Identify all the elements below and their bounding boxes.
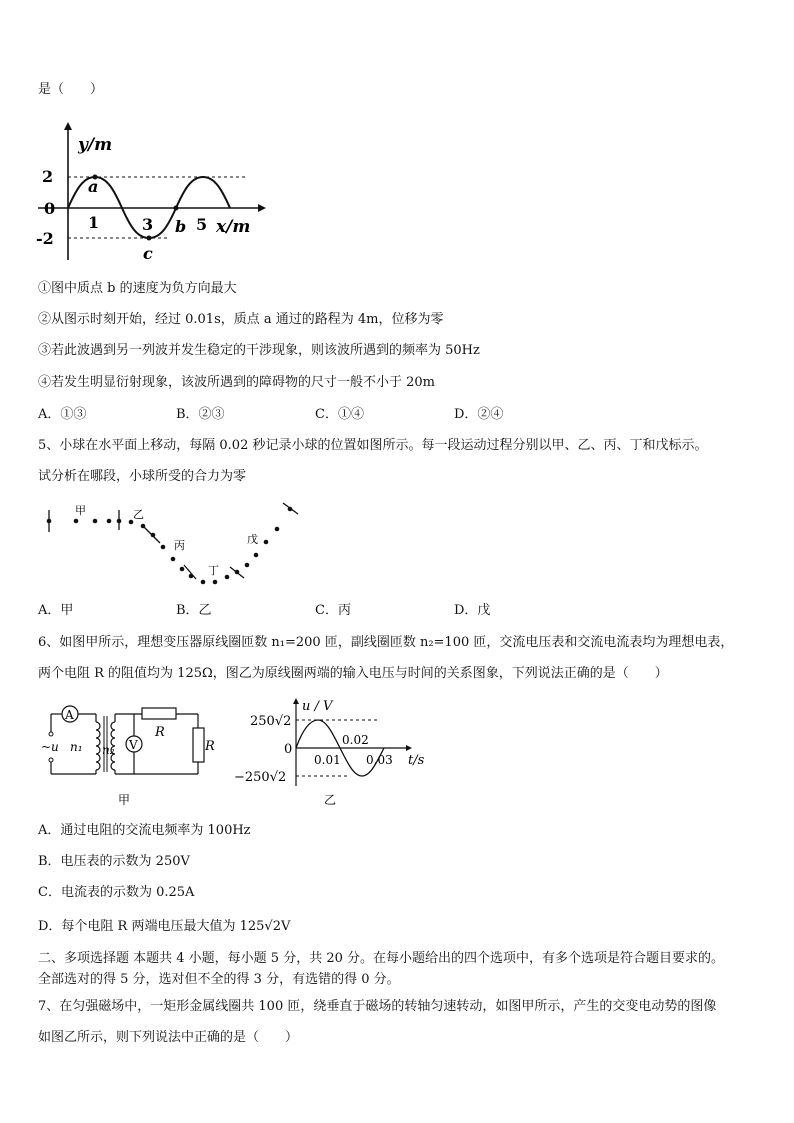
label-bing: 丙 — [174, 539, 185, 552]
y-tick-2: 2 — [42, 167, 54, 186]
q5-option-c: C．丙 — [315, 603, 351, 618]
point-c — [147, 236, 152, 241]
x-axis-arrow — [258, 204, 266, 212]
trajectory-figure — [40, 498, 310, 593]
q4-statement-2: ②从图示时刻开始，经过 0.01s，质点 a 通过的路程为 4m，位移为零 — [38, 312, 444, 327]
ammeter-label: A — [65, 708, 74, 722]
q7-stem-line2: 如图乙所示，则下列说法中正确的是（ ） — [38, 1030, 299, 1045]
q5-stem-line2: 试分析在哪段，小球所受的合力为零 — [38, 469, 247, 484]
section2-line1: 二、多项选择题 本题共 4 小题，每小题 5 分，共 20 分。在每小题给出的四个选项中，有多个选项是符合题目要求的。 — [38, 951, 725, 966]
t-tick-002: 0.02 — [342, 733, 369, 747]
q4-statement-3: ③若此波遇到另一列波并发生稳定的干涉现象，则该波所遇到的频率为 50Hz — [38, 343, 480, 358]
t-tick-001: 0.01 — [314, 753, 341, 767]
section2-line2: 全部选对的得 5 分，选对但不全的得 3 分，有选错的得 0 分。 — [38, 972, 400, 987]
q4-option-b: B．②③ — [176, 407, 225, 422]
wave-figure — [30, 120, 270, 265]
q4-option-c: C．①④ — [315, 407, 364, 422]
label-wu: 戊 — [247, 533, 258, 546]
t-axis-label: t/s — [408, 753, 425, 768]
q4-statement-4: ④若发生明显衍射现象，该波所遇到的障碍物的尺寸一般不小于 20m — [38, 375, 436, 390]
n1-label: n₁ — [70, 740, 83, 754]
label-ding: 丁 — [208, 564, 219, 577]
q7-stem-line1: 7、在匀强磁场中，一矩形金属线圈共 100 匝，绕垂直于磁场的转轴匀速转动，如图甲所示，产生的交变电动势的图像 — [38, 999, 717, 1014]
y-tick-m2: -2 — [36, 229, 54, 248]
label-a: a — [88, 177, 99, 196]
y-tick-0: 0 — [44, 199, 56, 218]
n2-label: n₂ — [102, 743, 115, 757]
q6-stem-line2: 两个电阻 R 的阻值均为 125Ω，图乙为原线圈两端的输入电压与时间的关系图象，下列说法正确的是（ ） — [38, 666, 668, 681]
q6-option-a: A．通过电阻的交流电频率为 100Hz — [38, 823, 251, 838]
resistor-right — [193, 728, 204, 762]
label-c: c — [143, 244, 153, 263]
label-b: b — [175, 217, 187, 236]
q4-option-d: D．②④ — [454, 407, 504, 422]
y-axis-label: y/m — [78, 135, 113, 155]
source-label: ~u — [41, 740, 59, 754]
resistor-right-label: R — [205, 739, 215, 754]
q6-option-b: B．电压表的示数为 250V — [38, 854, 190, 869]
graph-caption: 乙 — [324, 793, 337, 807]
resistor-top-label: R — [155, 725, 165, 740]
q4-statement-1: ①图中质点 b 的速度为负方向最大 — [38, 281, 237, 296]
label-jia: 甲 — [75, 504, 86, 517]
primary-coil — [96, 722, 100, 770]
q5-stem-line1: 5、小球在水平面上移动，每隔 0.02 秒记录小球的位置如图所示。每一段运动过程分别以甲、乙、丙、丁和戊标示。 — [38, 438, 708, 453]
q4-option-a: A．①③ — [38, 407, 87, 422]
q5-option-d: D．戊 — [454, 603, 491, 618]
q4-stem-tail: 是（ ） — [38, 82, 104, 97]
q5-option-b: B．乙 — [176, 603, 212, 618]
q6-option-c: C．电流表的示数为 0.25A — [38, 885, 195, 900]
y-axis-arrow — [64, 122, 72, 130]
t-tick-003: 0.03 — [366, 753, 393, 767]
u-axis-label: u / V — [302, 699, 333, 714]
umax-label: 250√2 — [250, 714, 292, 729]
voltage-graph — [230, 696, 430, 814]
q5-option-a: A．甲 — [38, 603, 74, 618]
label-yi: 乙 — [133, 508, 144, 521]
q6-option-d: D．每个电阻 R 两端电压最大值为 125√2V — [38, 919, 291, 934]
resistor-top — [142, 708, 176, 719]
zero-label: 0 — [284, 742, 293, 757]
x-tick-3: 3 — [142, 215, 154, 234]
circuit-caption: 甲 — [118, 793, 131, 807]
q6-stem-line1: 6、如图甲所示，理想变压器原线圈匝数 n₁=200 匝，副线圈匝数 n₂=100 匝，交流电压表和交流电流表均为理想电表， — [38, 635, 734, 650]
voltmeter-label: V — [129, 738, 138, 752]
x-tick-1: 1 — [88, 213, 100, 232]
umin-label: −250√2 — [234, 770, 287, 785]
point-b — [174, 206, 179, 211]
x-axis-label: x/m — [216, 217, 251, 237]
x-tick-5: 5 — [196, 215, 208, 234]
circuit-figure — [38, 702, 228, 810]
